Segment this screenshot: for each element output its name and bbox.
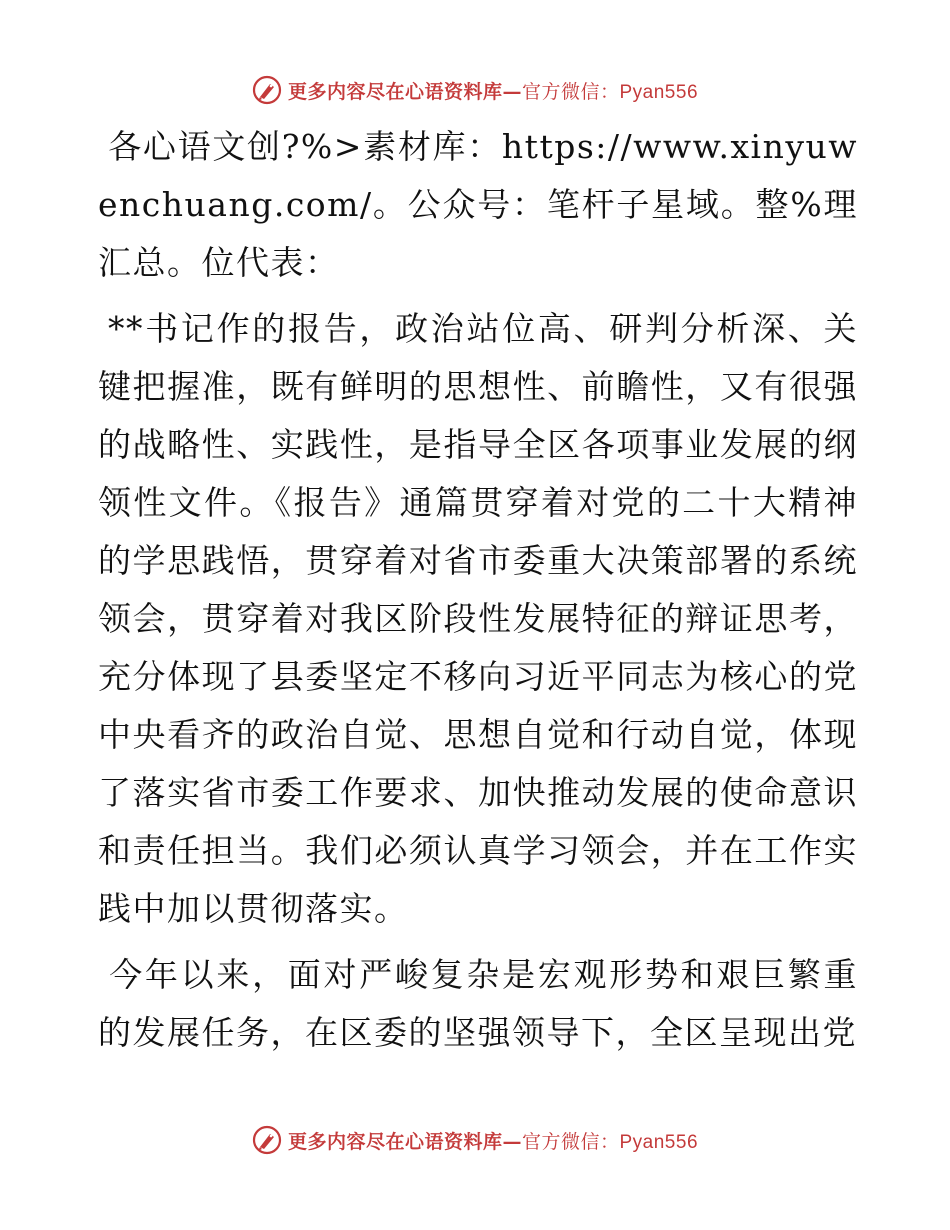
paragraph-this-year-text: 今年以来，面对严峻复杂是宏观形势和艰巨繁重的发展任务，在区委的坚强领导下，全区呈现出党 (98, 955, 858, 1052)
paragraph-intro (98, 118, 858, 292)
footer-banner-text (288, 1127, 698, 1154)
header-banner-title: 更多内容尽在心语资料库— (287, 80, 522, 103)
document-body (98, 118, 858, 1062)
paragraph-this-year (98, 946, 858, 1062)
fountain-pen-logo-icon (252, 75, 282, 105)
footer-banner (0, 1120, 950, 1160)
fountain-pen-logo-icon (252, 1125, 282, 1155)
paragraph-report (98, 300, 858, 938)
header-banner-contact: 官方微信：Pyan556 (522, 81, 699, 103)
footer-banner-title: 更多内容尽在心语资料库— (287, 1130, 522, 1153)
paragraph-intro-text: 各心语文创?%>素材库：https://www.xinyuwenchuang.com/。公众号：笔杆子星域。整%理汇总。位代表： (98, 127, 858, 282)
paragraph-report-text: **书记作的报告，政治站位高、研判分析深、关键把握准，既有鲜明的思想性、前瞻性，又有很强的战略性、实践性，是指导全区各项事业发展的纲领性文件。《报告》通篇贯穿着对党的二十大精神的学思践悟，贯穿着对省市委重大决策部署的系统领会，贯穿着对我区阶段性发展特征的辩证思考，充分体现了县委坚定不移向习近平同志为核心的党中央看齐的政治自觉、思想自觉和行动自觉，体现了落实省市委工作要求、加快推动发展的使命意识和责任担当。我们必须认真学习领会，并在工作实践中加以贯彻落实。 (98, 309, 858, 928)
header-banner-text (288, 77, 698, 104)
footer-banner-contact: 官方微信：Pyan556 (522, 1131, 699, 1153)
header-banner (0, 70, 950, 110)
